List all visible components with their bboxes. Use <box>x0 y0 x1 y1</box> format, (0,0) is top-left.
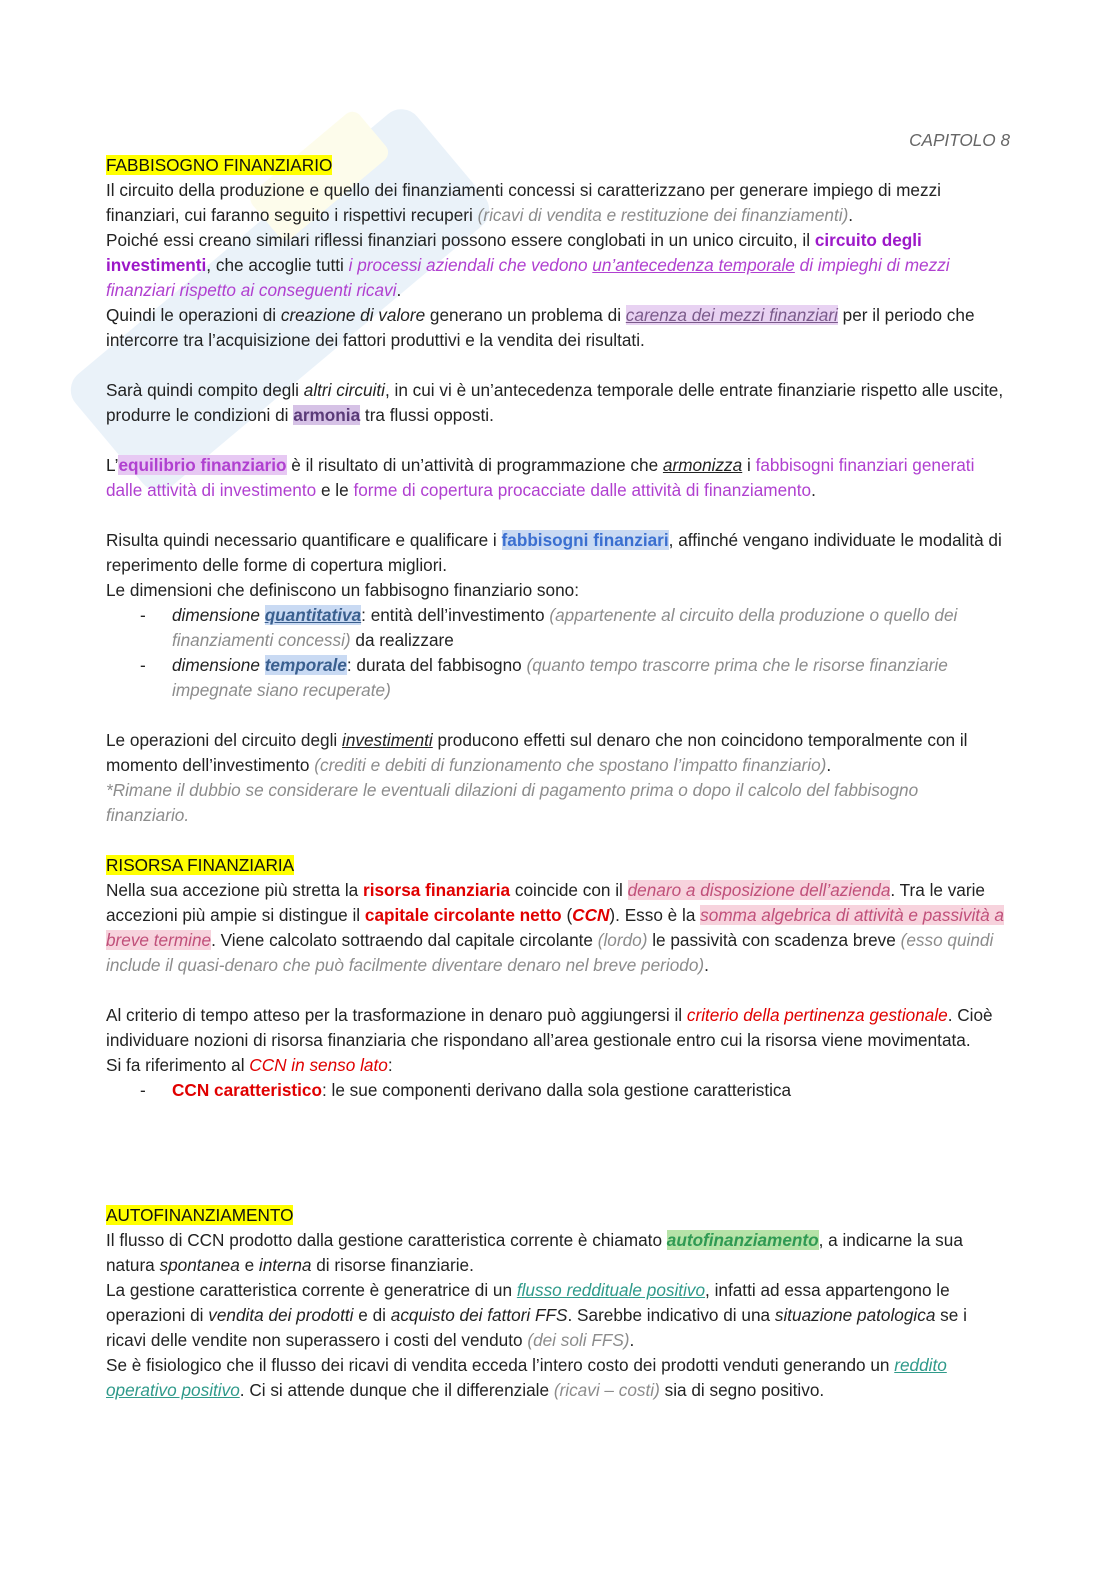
section-heading-risorsa: RISORSA FINANZIARIA <box>106 855 295 875</box>
list-item: - CCN caratteristico: le sue componenti derivano dalla sola gestione caratteristica <box>140 1080 792 1100</box>
paragraph: Se è fisiologico che il flusso dei ricavi di vendita ecceda l’intero costo dei prodotti venduti generando un reddito operativo positivo. Ci si attende dunque che il differenziale (ricavi – costi) sia di segno positivo. <box>106 1355 947 1400</box>
paragraph: Le operazioni del circuito degli investimenti producono effetti sul denaro che non coincidono temporalmente con il momento dell’investimento (crediti e debiti di funzionamento che spostano l’impatto finanziario). <box>106 730 968 775</box>
list-item: - dimensione temporale: durata del fabbisogno (quanto tempo trascorre prima che le risorse finanziarie impegnate siano recuperate) <box>140 655 948 700</box>
paragraph: La gestione caratteristica corrente è generatrice di un flusso reddituale positivo, infatti ad essa appartengono le operazioni di vendita dei prodotti e di acquisto dei fattori FFS. Sarebbe indicativo di una situazione patologica se i ricavi delle vendite non superassero i costi del venduto (dei soli FFS). <box>106 1280 967 1350</box>
section-heading-fabbisogno: FABBISOGNO FINANZIARIO <box>106 155 333 175</box>
chapter-label: CAPITOLO 8 <box>909 130 1010 150</box>
list-item: - dimensione quantitativa: entità dell’investimento (appartenente al circuito della produzione o quello dei finanziamenti concessi) da realizzare <box>140 605 958 650</box>
document-page <box>106 128 1010 1403</box>
dimension-list <box>106 603 1006 703</box>
paragraph: Sarà quindi compito degli altri circuiti, in cui vi è un’antecedenza temporale delle entrate finanziarie rispetto alle uscite, produrre le condizioni di armonia tra flussi opposti. <box>106 380 1004 425</box>
paragraph: Le dimensioni che definiscono un fabbisogno finanziario sono: <box>106 580 579 600</box>
note-paragraph: *Rimane il dubbio se considerare le eventuali dilazioni di pagamento prima o dopo il calcolo del fabbisogno finanziario. <box>106 780 919 825</box>
paragraph: Risulta quindi necessario quantificare e qualificare i fabbisogni finanziari, affinché vengano individuate le modalità di reperimento delle forme di copertura migliori. <box>106 530 1002 575</box>
paragraph: Nella sua accezione più stretta la risorsa finanziaria coincide con il denaro a disposizione dell’azienda. Tra le varie accezioni più ampie si distingue il capitale circolante netto (CCN). Esso è la somma algebrica di attività e passività a breve termine. Viene calcolato sottraendo dal capitale circolante (lordo) le passività con scadenza breve (esso quindi include il quasi-denaro che può facilmente diventare denaro nel breve periodo). <box>106 880 1004 975</box>
paragraph: Il flusso di CCN prodotto dalla gestione caratteristica corrente è chiamato autofinanziamento, a indicarne la sua natura spontanea e interna di risorse finanziarie. <box>106 1230 963 1275</box>
paragraph: Al criterio di tempo atteso per la trasformazione in denaro può aggiungersi il criterio della pertinenza gestionale. Cioè individuare nozioni di risorsa finanziaria che rispondano all’area gestionale entro cui la risorsa viene movimentata. <box>106 1005 993 1050</box>
paragraph: Il circuito della produzione e quello dei finanziamenti concessi si caratterizzano per generare impiego di mezzi finanziari, cui faranno seguito i rispettivi recuperi (ricavi di vendita e restituzione dei finanziamenti). <box>106 180 941 225</box>
paragraph: Poiché essi creano similari riflessi finanziari possono essere conglobati in un unico circuito, il circuito degli investimenti, che accoglie tutti i processi aziendali che vedono un’antecedenza temporale di impieghi di mezzi finanziari rispetto ai conseguenti ricavi. <box>106 230 950 300</box>
paragraph: Quindi le operazioni di creazione di valore generano un problema di carenza dei mezzi finanziari per il periodo che intercorre tra l’acquisizione dei fattori produttivi e la vendita dei risultati. <box>106 305 975 350</box>
paragraph: L’equilibrio finanziario è il risultato di un’attività di programmazione che armonizza i fabbisogni finanziari generati dalle attività di investimento e le forme di copertura procacciate dalle attività di finanziamento. <box>106 455 975 500</box>
section-heading-autofinanziamento: AUTOFINANZIAMENTO <box>106 1205 294 1225</box>
ccn-list <box>106 1078 1006 1103</box>
paragraph: Si fa riferimento al CCN in senso lato: <box>106 1055 393 1075</box>
